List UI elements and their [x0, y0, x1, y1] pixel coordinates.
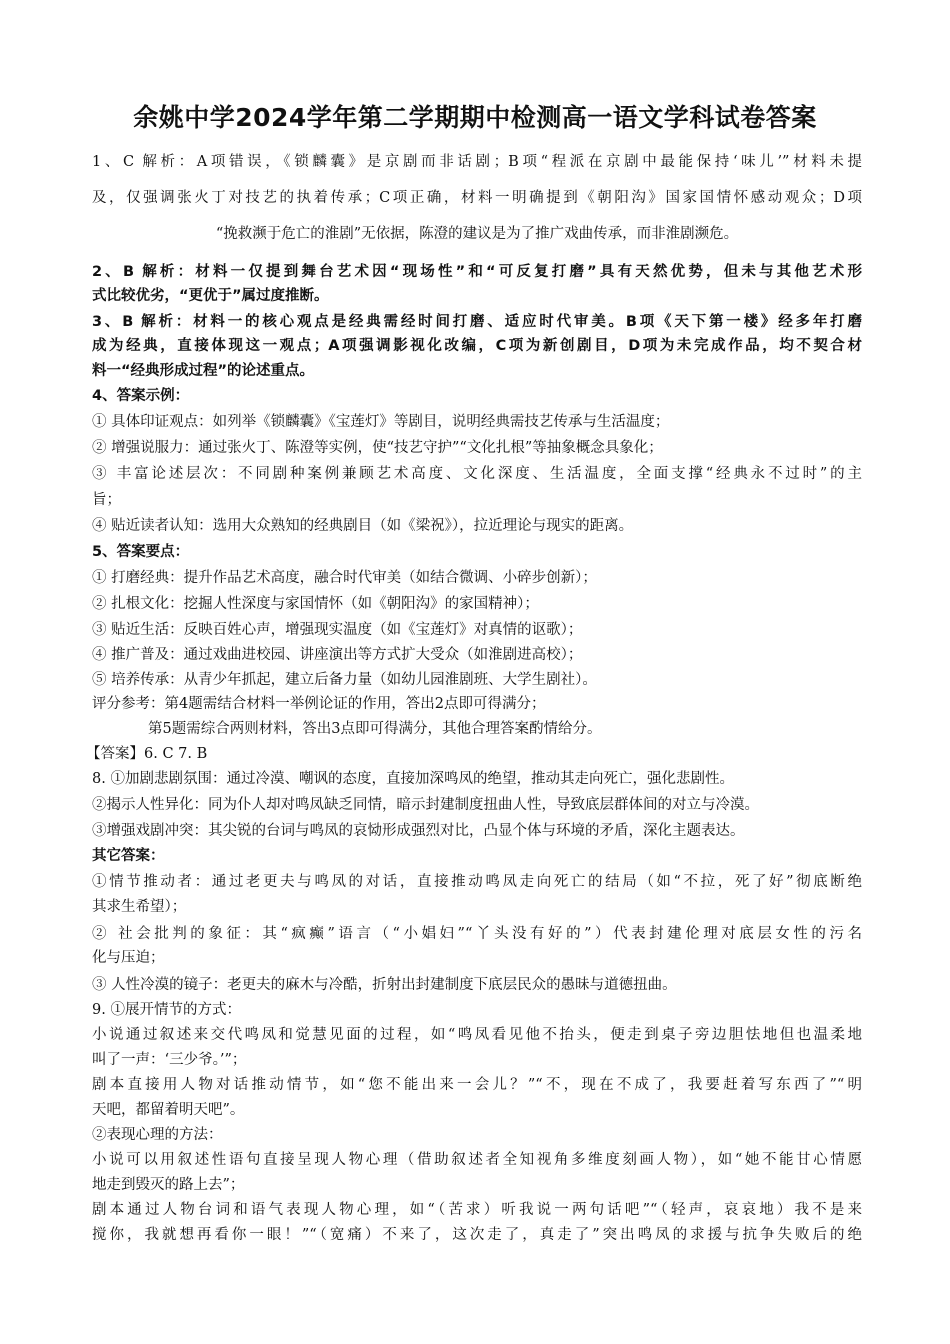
q1-line-1: 1、C 解析：A项错误，《锁麟囊》是京剧而非话剧；B项“程派在京剧中最能保持‘味儿’”材料未提 [92, 154, 862, 170]
q5-item-4: ④ 推广普及：通过戏曲进校园、讲座演出等方式扩大受众（如淮剧进高校）； [92, 647, 583, 663]
q8-other-2-cont: 化与压迫； [92, 950, 165, 966]
q5-item-3: ③ 贴近生活：反映百姓心声，增强现实温度（如《宝莲灯》对真情的讴歌）； [92, 622, 583, 638]
scoring-note-2: 第5题需综合两则材料，答出3点即可得满分，其他合理答案酌情给分。 [148, 721, 602, 737]
q9-script-1: 剧本直接用人物对话推动情节，如“您不能出来一会儿？”“不，现在不成了，我要赶着写东西了”“明 [92, 1077, 862, 1093]
q5-item-5: ⑤ 培养传承：从青少年抓起，建立后备力量（如幼儿园淮剧班、大学生剧社）。 [92, 672, 597, 688]
q4-item-3: ③ 丰富论述层次：不同剧种案例兼顾艺术高度、文化深度、生活温度，全面支撑“经典永不过时”的主 [92, 466, 862, 482]
q9-script-1-cont: 天吧，都留着明天吧”。 [92, 1102, 245, 1118]
q2-line-1: 2、B 解析：材料一仅提到舞台艺术因“现场性”和“可反复打磨”具有天然优势，但未与其他艺术形 [92, 264, 862, 280]
q4-item-4: ④ 贴近读者认知：选用大众熟知的经典剧目（如《梁祝》），拉近理论与现实的距离。 [92, 518, 634, 534]
q9-heading-1: 9. ①展开情节的方式： [92, 1002, 241, 1018]
q8-other-3: ③ 人性冷漠的镜子：老更夫的麻木与冷酷，折射出封建制度下底层民众的愚昧与道德扭曲。 [92, 977, 677, 993]
page-title: 余姚中学2024学年第二学期期中检测高一语文学科试卷答案 [133, 103, 817, 132]
q9-script-2: 剧本通过人物台词和语气表现人物心理，如“（苦求）听我说一两句话吧”“（轻声，哀哀地）我不是来 [92, 1202, 862, 1218]
q9-novel-2: 小说可以用叙述性语句直接呈现人物心理（借助叙述者全知视角多维度刻画人物），如“她不能甘心情愿 [92, 1152, 862, 1168]
q8-item-2: ②揭示人性异化：同为仆人却对鸣凤缺乏同情，暗示封建制度扭曲人性，导致底层群体间的对立与冷漠。 [92, 797, 759, 813]
q3-line-1: 3、B 解析：材料一的核心观点是经典需经时间打磨、适应时代审美。B项《天下第一楼》经多年打磨 [92, 314, 862, 330]
q9-novel-1-cont: 叫了一声：‘三少爷。’”； [92, 1052, 247, 1068]
q9-novel-2-cont: 地走到毁灭的路上去”； [92, 1177, 245, 1193]
q9-novel-1: 小说通过叙述来交代鸣凤和觉慧见面的过程，如“鸣凤看见他不抬头，便走到桌子旁边胆怯地但也温柔地 [92, 1027, 862, 1043]
q2-line-2: 式比较优劣，“更优于”属过度推断。 [92, 288, 329, 304]
q9-script-2-cont: 搅你，我就想再看你一眼！”“（宽痛）不来了，这次走了，真走了”突出鸣凤的求援与抗争失败后的绝 [92, 1227, 862, 1243]
q3-line-2: 成为经典，直接体现这一观点；A项强调影视化改编，C项为新创剧目，D项为未完成作品，均不契合材 [92, 338, 862, 354]
q8-other-heading: 其它答案： [92, 848, 165, 864]
q9-heading-2: ②表现心理的方法： [92, 1127, 223, 1143]
q8-other-1: ①情节推动者：通过老更夫与鸣凤的对话，直接推动鸣凤走向死亡的结局（如“不拉，死了好”彻底断绝 [92, 874, 862, 890]
q4-item-1: ① 具体印证观点：如列举《锁麟囊》《宝莲灯》等剧目，说明经典需技艺传承与生活温度； [92, 414, 670, 430]
answer-6-7: 【答案】6. C 7. B [86, 746, 208, 762]
q8-item-3: ③增强戏剧冲突：其尖锐的台词与鸣凤的哀恸形成强烈对比，凸显个体与环境的矛盾，深化主题表达。 [92, 823, 745, 839]
q5-heading: 5、答案要点： [92, 544, 190, 560]
scoring-note-1: 评分参考：第4题需结合材料一举例论证的作用，答出2点即可得满分； [92, 696, 546, 712]
q8-other-1-cont: 其求生希望）； [92, 899, 187, 915]
q5-item-2: ② 扎根文化：挖掘人性深度与家国情怀（如《朝阳沟》的家国精神）； [92, 596, 539, 612]
q8-item-1: 8. ①加剧悲剧氛围：通过冷漠、嘲讽的态度，直接加深鸣凤的绝望，推动其走向死亡，强化悲剧性。 [92, 771, 734, 787]
q8-other-2: ② 社会批判的象征：其“疯癫”语言（“小娼妇”“丫头没有好的”）代表封建伦理对底层女性的污名 [92, 926, 862, 942]
q1-line-2: 及，仅强调张火丁对技艺的执着传承；C项正确，材料一明确提到《朝阳沟》国家国情怀感动观众；D项 [92, 190, 862, 206]
q4-item-3-cont: 旨； [92, 492, 121, 508]
q5-item-1: ① 打磨经典：提升作品艺术高度，融合时代审美（如结合微调、小碎步创新）； [92, 570, 597, 586]
q4-heading: 4、答案示例： [92, 388, 190, 404]
q3-line-3: 料一“经典形成过程”的论述重点。 [92, 363, 315, 379]
q4-item-2: ② 增强说服力：通过张火丁、陈澄等实例，使“技艺守护”“文化扎根”等抽象概念具象化； [92, 440, 663, 456]
q1-line-3: “挽救濒于危亡的淮剧”无依据，陈澄的建议是为了推广戏曲传承，而非淮剧濒危。 [215, 226, 739, 242]
